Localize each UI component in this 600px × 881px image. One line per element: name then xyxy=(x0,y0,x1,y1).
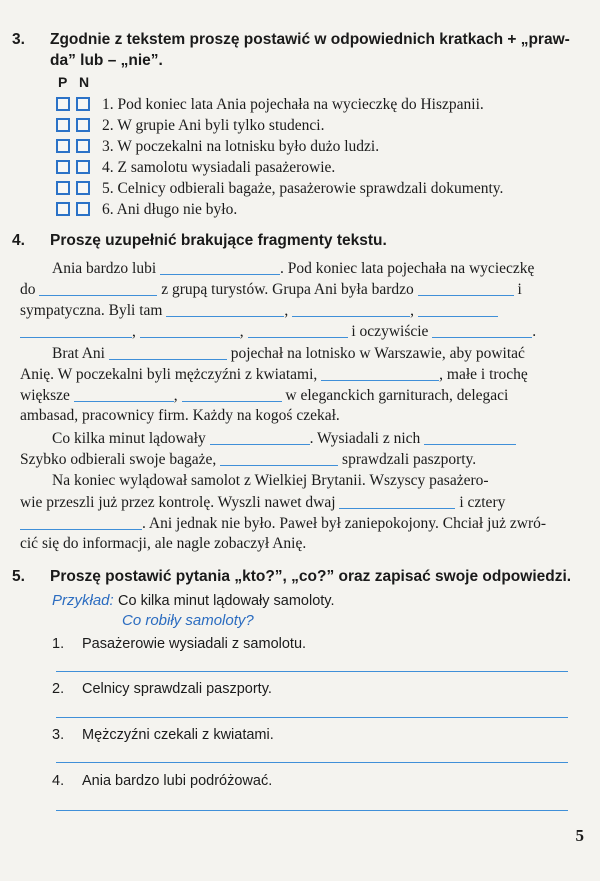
exercise-number: 3. xyxy=(12,31,25,48)
example-question: Co robiły samoloty? xyxy=(122,612,254,629)
question-number: 4. xyxy=(52,773,65,789)
text-line xyxy=(52,428,516,449)
true-false-header xyxy=(58,74,100,90)
text-fragment: i cztery xyxy=(459,494,506,511)
col-false-label: N xyxy=(79,74,90,90)
col-true-label: P xyxy=(58,74,68,90)
gap-field[interactable] xyxy=(210,428,310,445)
statement-row xyxy=(56,158,335,178)
statement-row xyxy=(56,137,379,157)
statement-text: 5. Celnicy odbierali bagaże, pasażerowie sprawdzali dokumenty. xyxy=(102,180,504,197)
false-checkbox[interactable] xyxy=(76,202,90,216)
example-sentence: Co kilka minut lądowały samoloty. xyxy=(118,593,335,609)
statement-row xyxy=(56,116,324,136)
question-text: Mężczyźni czekali z kwiatami. xyxy=(82,727,274,743)
text-fragment: Co kilka minut lądowały xyxy=(52,430,206,447)
text-fragment: Brat Ani xyxy=(52,345,105,362)
text-line xyxy=(20,300,498,321)
text-fragment: , xyxy=(284,302,289,319)
answer-line[interactable] xyxy=(56,762,568,763)
text-line xyxy=(20,279,522,300)
exercise-number: 5. xyxy=(12,568,25,585)
answer-line[interactable] xyxy=(56,810,568,811)
gap-field[interactable] xyxy=(109,343,227,360)
text-fragment: i oczywiście xyxy=(351,323,429,340)
true-checkbox[interactable] xyxy=(56,139,70,153)
question-number: 3. xyxy=(52,727,65,743)
text-fragment: wie przeszli już przez kontrolę. Wyszli nawet dwaj xyxy=(20,494,336,511)
text-fragment: z grupą turystów. Grupa Ani była bardzo xyxy=(161,281,414,298)
text-line xyxy=(20,406,340,426)
text-fragment: i xyxy=(517,281,522,298)
gap-field[interactable] xyxy=(20,513,142,530)
text-fragment: ambasad, pracownicy firm. Każdy na kogoś czekał. xyxy=(20,407,340,424)
text-fragment: cić się do informacji, ale nagle zobaczył Anię. xyxy=(20,535,307,552)
statement-row xyxy=(56,200,237,220)
statement-text: 4. Z samolotu wysiadali pasażerowie. xyxy=(102,159,336,176)
text-fragment: , xyxy=(410,302,414,319)
exercise-instruction: Proszę uzupełnić brakujące fragmenty tekstu. xyxy=(50,232,387,249)
gap-field[interactable] xyxy=(140,321,240,338)
text-fragment: Na koniec wylądował samolot z Wielkiej Brytanii. Wszyscy pasażero- xyxy=(52,472,489,489)
text-fragment: większe xyxy=(20,387,70,404)
text-line xyxy=(20,492,505,513)
text-fragment: Anię. W poczekalni byli mężczyźni z kwiatami, xyxy=(20,366,318,383)
statement-text: 3. W poczekalni na lotnisku było dużo ludzi. xyxy=(102,138,380,155)
exercise-5-heading xyxy=(12,567,584,587)
statement-text: 2. W grupie Ani byli tylko studenci. xyxy=(102,117,325,134)
false-checkbox[interactable] xyxy=(76,181,90,195)
false-checkbox[interactable] xyxy=(76,118,90,132)
gap-field[interactable] xyxy=(20,321,132,338)
exercise-instruction: Zgodnie z tekstem proszę postawić w odpowiednich kratkach + „praw- xyxy=(50,31,570,48)
text-fragment: sprawdzali paszporty. xyxy=(342,451,477,468)
text-line xyxy=(20,534,306,554)
true-checkbox[interactable] xyxy=(56,118,70,132)
text-fragment: . xyxy=(532,323,537,340)
false-checkbox[interactable] xyxy=(76,97,90,111)
text-fragment: , małe i trochę xyxy=(439,366,528,383)
true-checkbox[interactable] xyxy=(56,181,70,195)
text-line xyxy=(20,321,536,342)
question-item xyxy=(52,679,272,699)
statement-text: 1. Pod koniec lata Ania pojechała na wycieczkę do Hiszpanii. xyxy=(102,96,484,113)
text-fragment: sympatyczna. Byli tam xyxy=(20,302,163,319)
gap-field[interactable] xyxy=(74,385,174,402)
exercise-number: 4. xyxy=(12,232,25,249)
statement-row xyxy=(56,179,503,199)
answer-line[interactable] xyxy=(56,671,568,672)
question-number: 1. xyxy=(52,636,65,652)
gap-field[interactable] xyxy=(166,300,284,317)
question-text: Ania bardzo lubi podróżować. xyxy=(82,773,273,789)
gap-field[interactable] xyxy=(292,300,410,317)
exercise-instruction: Proszę postawić pytania „kto?”, „co?” oraz zapisać swoje odpowiedzi. xyxy=(50,568,572,585)
text-fragment: . Wysiadali z nich xyxy=(309,430,421,447)
gap-field[interactable] xyxy=(248,321,348,338)
question-text: Pasażerowie wysiadali z samolotu. xyxy=(82,636,307,652)
true-checkbox[interactable] xyxy=(56,202,70,216)
question-item xyxy=(52,725,274,745)
false-checkbox[interactable] xyxy=(76,139,90,153)
text-fragment: , xyxy=(239,323,244,340)
text-fragment: Ania bardzo lubi xyxy=(52,260,157,277)
text-fragment: w eleganckich garniturach, delegaci xyxy=(285,387,509,404)
question-text: Celnicy sprawdzali paszporty. xyxy=(82,681,272,697)
answer-line[interactable] xyxy=(56,717,568,718)
text-fragment: , xyxy=(173,387,178,404)
text-line xyxy=(20,449,476,470)
example-label: Przykład: xyxy=(52,592,114,609)
false-checkbox[interactable] xyxy=(76,160,90,174)
text-fragment: do xyxy=(20,281,36,298)
statement-row xyxy=(56,95,484,115)
text-fragment: . Ani jednak nie było. Paweł był zaniepokojony. Chciał już zwró- xyxy=(142,515,547,532)
exercise-3-heading-cont xyxy=(50,51,580,71)
gap-field[interactable] xyxy=(182,385,282,402)
gap-field[interactable] xyxy=(339,492,455,509)
true-checkbox[interactable] xyxy=(56,160,70,174)
gap-field[interactable] xyxy=(39,279,157,296)
exercise-4-heading xyxy=(12,231,584,251)
text-fragment: . Pod koniec lata pojechała na wycieczkę xyxy=(280,260,535,277)
text-line xyxy=(20,513,546,534)
text-fragment: pojechał na lotnisko w Warszawie, aby powitać xyxy=(230,345,525,362)
text-line xyxy=(52,343,525,364)
gap-field[interactable] xyxy=(220,449,338,466)
gap-field[interactable] xyxy=(321,364,439,381)
text-fragment: Szybko odbierali swoje bagaże, xyxy=(20,451,217,468)
text-line xyxy=(20,364,528,385)
page-number: 5 xyxy=(575,826,584,845)
show-through-texture xyxy=(330,590,590,810)
statement-text: 6. Ani długo nie było. xyxy=(102,201,238,218)
exercise-instruction-cont: da” lub – „nie”. xyxy=(50,52,163,69)
gap-field[interactable] xyxy=(160,258,280,275)
exercise-3-heading xyxy=(12,30,584,50)
true-checkbox[interactable] xyxy=(56,97,70,111)
text-line xyxy=(20,385,508,406)
gap-field[interactable] xyxy=(424,428,516,445)
question-item xyxy=(52,634,306,654)
question-item xyxy=(52,771,272,791)
gap-field[interactable] xyxy=(432,321,532,338)
gap-field[interactable] xyxy=(418,300,498,317)
text-line xyxy=(52,471,489,491)
text-line xyxy=(52,258,534,279)
text-fragment: , xyxy=(132,323,136,340)
gap-field[interactable] xyxy=(418,279,514,296)
question-number: 2. xyxy=(52,681,65,697)
